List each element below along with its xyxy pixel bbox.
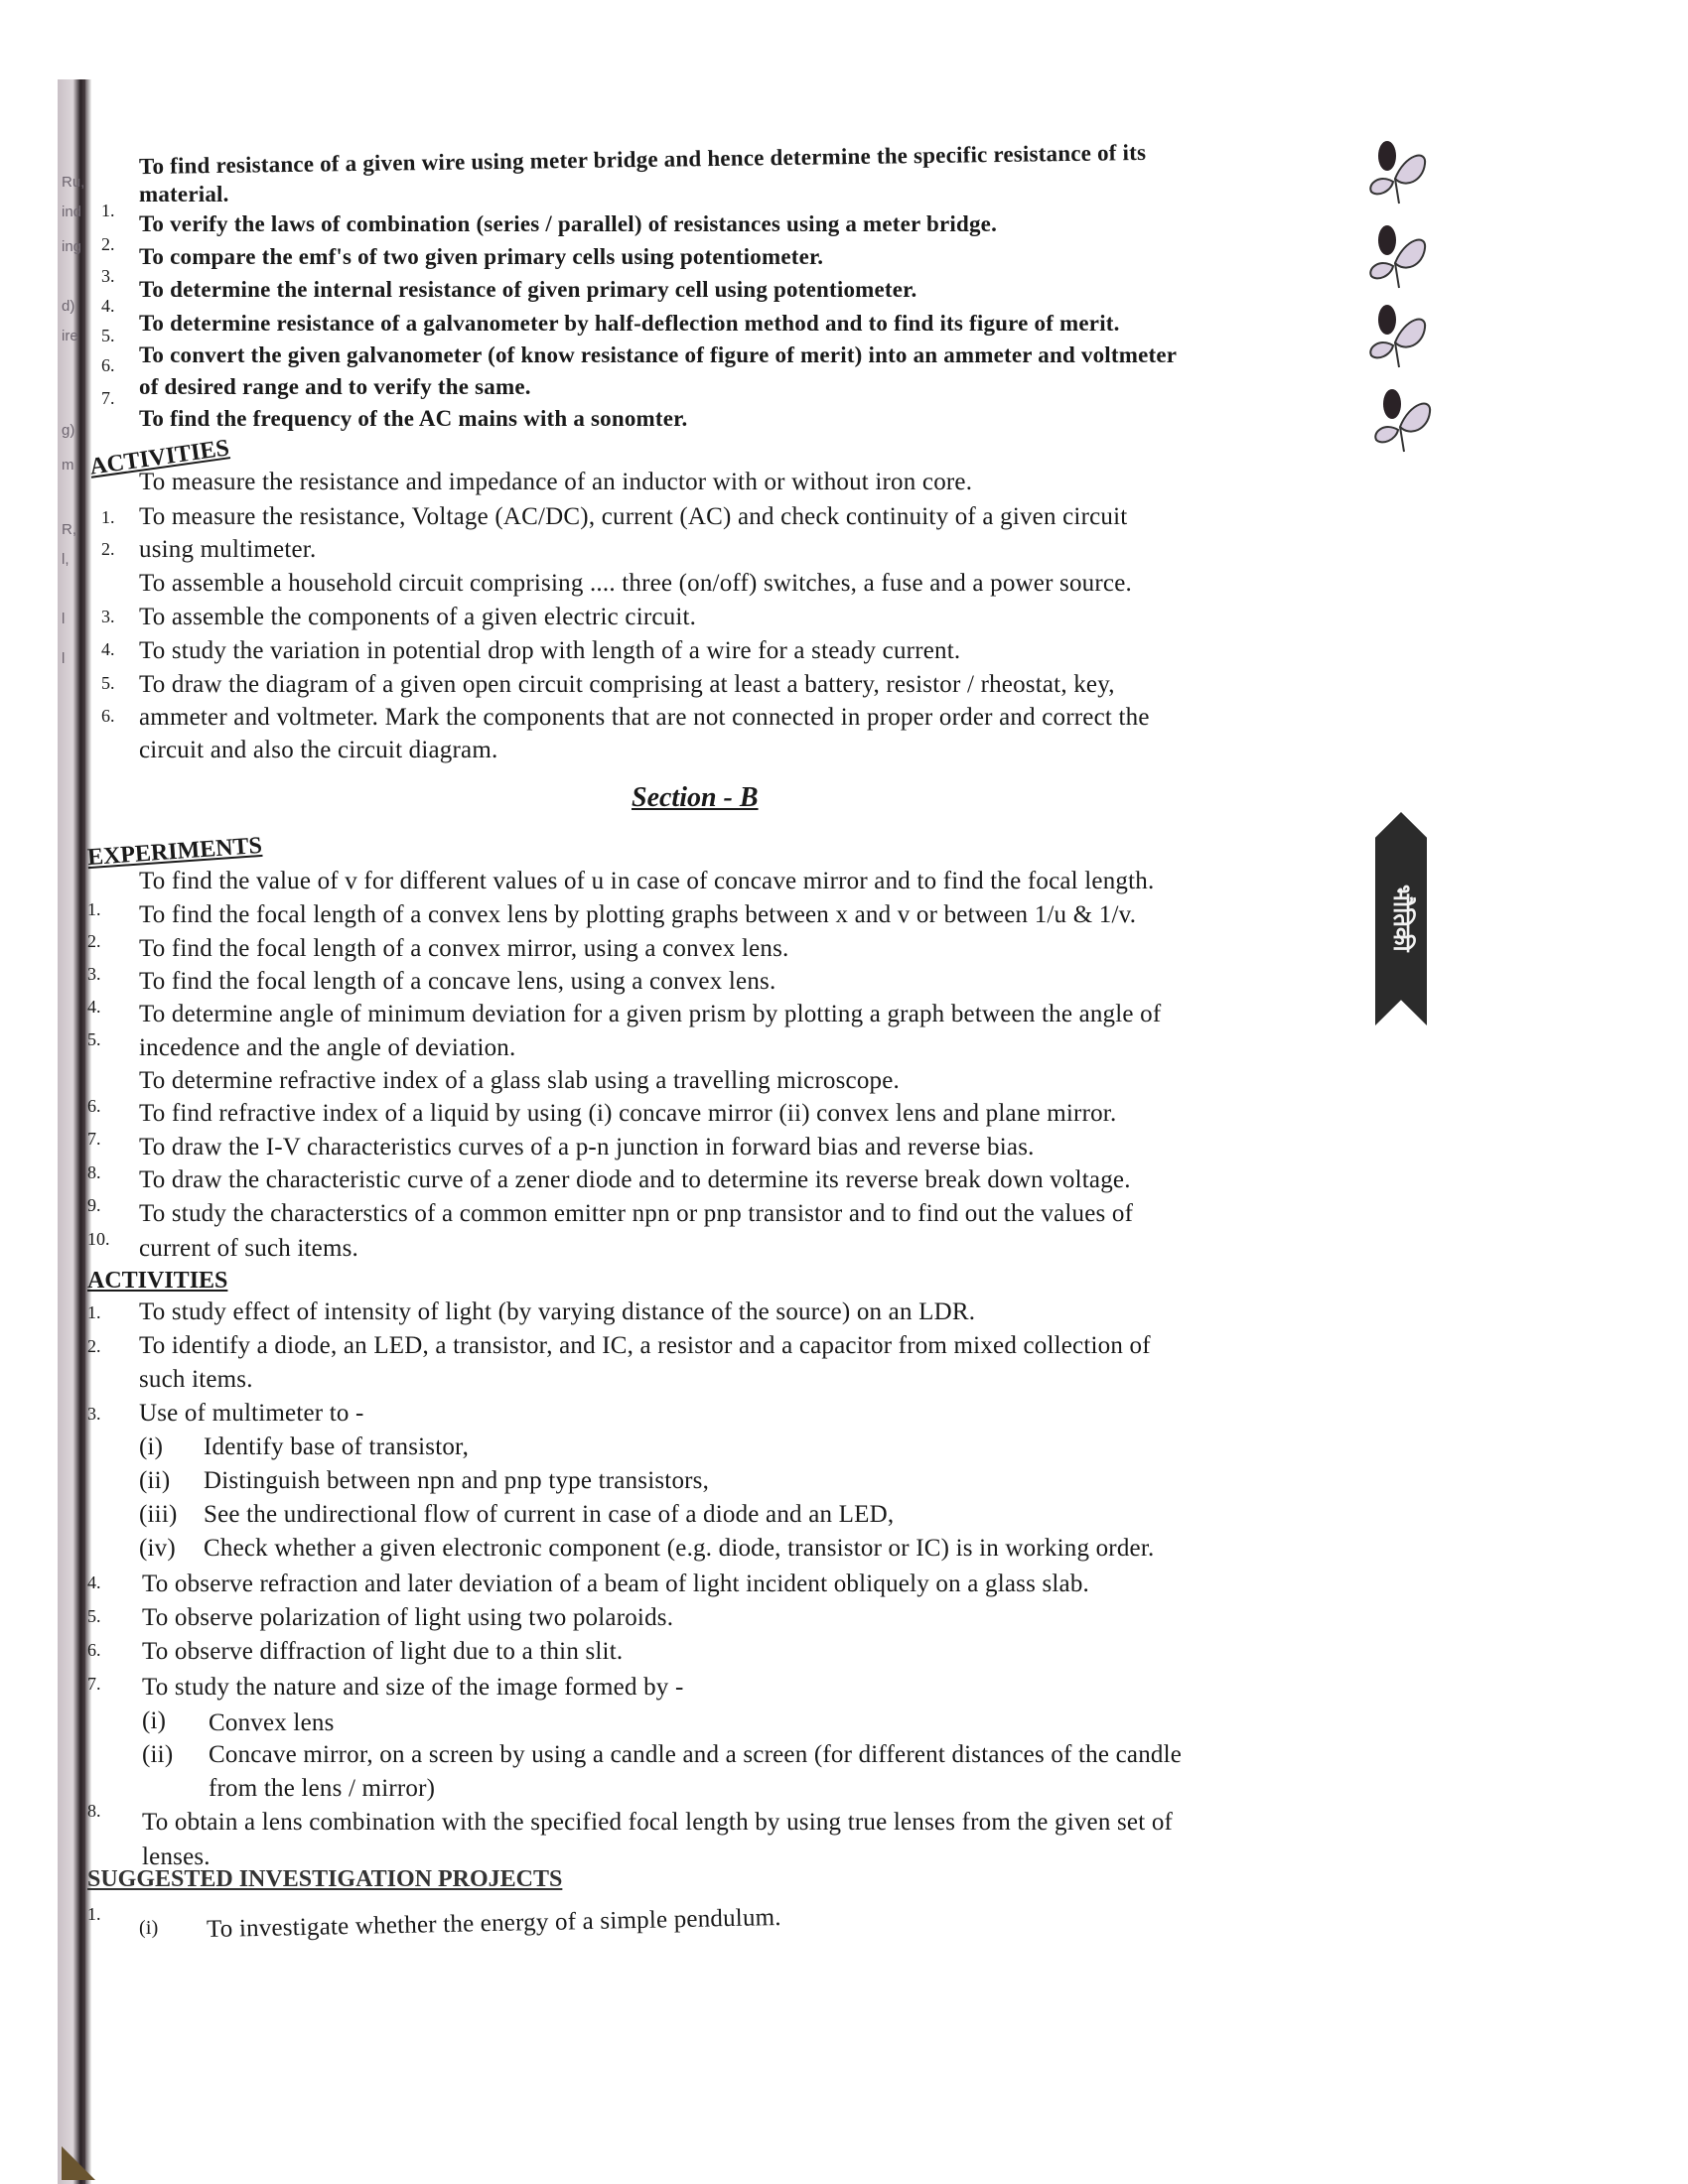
item-number: 9.	[87, 1195, 101, 1215]
item-number: 5.	[101, 673, 115, 693]
item-number: 4.	[87, 1572, 101, 1592]
list-item-text: To study the characterstics of a common emitter npn or pnp transistor and to find out the values of	[139, 1200, 1134, 1227]
item-number: 2.	[87, 1336, 101, 1356]
item-number: 2.	[101, 234, 115, 254]
list-item-text: To obtain a lens combination with the specified focal length by using true lenses from the given set of	[142, 1809, 1174, 1836]
item-number: 6.	[87, 1096, 101, 1116]
margin-bleed-text: l,	[62, 551, 70, 568]
list-item-text: To measure the resistance and impedance of an inductor with or without iron core.	[139, 469, 973, 495]
margin-bleed-text: m	[62, 457, 74, 474]
list-item-text: To observe polarization of light using two polaroids.	[142, 1604, 674, 1631]
section-title: Section - B	[632, 782, 759, 813]
item-number: 7.	[87, 1674, 101, 1694]
experiments-heading: EXPERIMENTS	[86, 832, 263, 872]
item-number: 6.	[101, 355, 115, 375]
projects-heading: SUGGESTED INVESTIGATION PROJECTS	[87, 1866, 563, 1892]
sub-item-label: (i)	[139, 1433, 164, 1460]
item-number: 2.	[87, 931, 101, 951]
sub-item-text: Concave mirror, on a screen by using a candle and a screen (for different distances of the candle	[209, 1741, 1183, 1768]
list-item-text: To find the value of v for different values of u in case of concave mirror and to find the focal length.	[139, 868, 1155, 894]
item-number: 4.	[101, 639, 115, 659]
item-number: 3.	[101, 266, 115, 286]
activities-heading: ACTIVITIES	[87, 435, 231, 480]
list-item-text: lenses.	[142, 1843, 211, 1870]
list-item-text: To find the focal length of a convex lens by plotting graphs between x and v or between 1/u & 1/v.	[139, 901, 1137, 928]
activities-heading: ACTIVITIES	[87, 1268, 228, 1294]
list-item-text: To study effect of intensity of light (by varying distance of the source) on an LDR.	[139, 1298, 976, 1325]
leaf-ornament-icon	[1370, 382, 1442, 462]
list-item-text: ammeter and voltmeter. Mark the components that are not connected in proper order and correct the	[139, 704, 1150, 731]
margin-bleed-text: g)	[62, 422, 75, 439]
page-binding-edge	[58, 79, 85, 2184]
item-number: 8.	[87, 1162, 101, 1182]
item-number: 6.	[87, 1640, 101, 1660]
list-item-text: To compare the emf's of two given primary cells using potentiometer.	[139, 244, 824, 269]
sub-item-continuation: from the lens / mirror)	[209, 1775, 436, 1802]
list-item-text: such items.	[139, 1366, 253, 1393]
sub-item-label: (ii)	[142, 1741, 174, 1768]
margin-bleed-text: R,	[62, 521, 76, 538]
page-corner-fold	[62, 2146, 95, 2180]
item-number: 5.	[87, 1029, 101, 1049]
list-item-text: To determine refractive index of a glass slab using a travelling microscope.	[139, 1067, 900, 1094]
sub-item-label: (ii)	[139, 1467, 171, 1494]
sub-item-text: See the undirectional flow of current in case of a diode and an LED,	[204, 1501, 895, 1528]
list-item-text: To determine the internal resistance of given primary cell using potentiometer.	[139, 277, 917, 302]
list-item-text: To draw the diagram of a given open circuit comprising at least a battery, resistor / rheostat, key,	[139, 671, 1115, 698]
margin-bleed-text: ire	[62, 328, 78, 344]
leaf-ornament-icon	[1365, 218, 1437, 298]
list-item-text: To find the focal length of a convex mirror, using a convex lens.	[139, 935, 789, 962]
margin-bleed-text: ind	[62, 204, 82, 220]
list-item-text: To determine resistance of a galvanometer by half-deflection method and to find its figure of merit.	[139, 311, 1120, 336]
item-number: 5.	[101, 326, 115, 345]
list-item-text: To observe diffraction of light due to a thin slit.	[142, 1638, 624, 1665]
sub-item-label: (i)	[142, 1707, 167, 1734]
list-item-text: current of such items.	[139, 1235, 359, 1262]
margin-bleed-text: ing	[62, 238, 82, 255]
item-number: 1.	[87, 1302, 101, 1322]
item-number: 3.	[101, 607, 115, 626]
list-item-text: To identify a diode, an LED, a transistor, and IC, a resistor and a capacitor from mixed collection of	[139, 1332, 1151, 1359]
item-number: 7.	[101, 388, 115, 408]
list-item-text: To find the focal length of a concave lens, using a convex lens.	[139, 968, 776, 995]
sub-item-label: (iii)	[139, 1501, 178, 1528]
item-number: 1.	[101, 201, 115, 220]
list-item-text: To assemble a household circuit comprising .... three (on/off) switches, a fuse and a power source.	[139, 570, 1132, 597]
item-number: 4.	[101, 296, 115, 316]
item-number: 4.	[87, 997, 101, 1017]
sub-item-label: (iv)	[139, 1535, 176, 1562]
list-item-text: To assemble the components of a given electric circuit.	[139, 604, 697, 630]
list-item-text: using multimeter.	[139, 536, 317, 563]
item-number: 3.	[87, 964, 101, 984]
list-item-text: of desired range and to verify the same.	[139, 374, 531, 399]
sub-item-text: Check whether a given electronic component (e.g. diode, transistor or IC) is in working order.	[204, 1535, 1155, 1562]
item-number: 3.	[87, 1404, 101, 1424]
sub-item-text: Convex lens	[209, 1709, 335, 1736]
item-number: 7.	[87, 1129, 101, 1149]
list-item-text: To study the nature and size of the image formed by -	[142, 1674, 684, 1701]
list-item-text: To find refractive index of a liquid by using (i) concave mirror (ii) convex lens and plane mirror.	[139, 1100, 1117, 1127]
list-item-text: circuit and also the circuit diagram.	[139, 737, 498, 763]
list-item-text: To measure the resistance, Voltage (AC/DC), current (AC) and check continuity of a given circuit	[139, 503, 1128, 530]
list-item-text: To find resistance of a given wire using meter bridge and hence determine the specific resistance of its	[138, 139, 1147, 180]
list-item-text: To find the frequency of the AC mains with a sonomter.	[139, 406, 688, 431]
margin-bleed-text: d)	[62, 298, 75, 315]
item-number: 1.	[87, 1904, 101, 1924]
sub-item-text: Identify base of transistor,	[204, 1433, 470, 1460]
margin-bleed-text: l	[62, 611, 66, 627]
sub-item-text: To investigate whether the energy of a simple pendulum.	[206, 1903, 781, 1944]
margin-bleed-text: l	[62, 650, 66, 667]
list-item-text: material.	[139, 182, 229, 206]
item-number: 1.	[101, 507, 115, 527]
list-item-text: To draw the I-V characteristics curves of a p-n junction in forward bias and reverse bias.	[139, 1134, 1035, 1160]
item-number: 5.	[87, 1606, 101, 1626]
item-number: 1.	[87, 899, 101, 919]
item-number: 2.	[101, 539, 115, 559]
item-number: 10.	[87, 1229, 110, 1249]
list-item-text: Use of multimeter to -	[139, 1400, 364, 1427]
list-item-text: To study the variation in potential drop with length of a wire for a steady current.	[139, 637, 961, 664]
list-item-text: To determine angle of minimum deviation for a given prism by plotting a graph between the angle of	[139, 1001, 1162, 1027]
margin-bleed-text: Ru,	[62, 174, 85, 191]
leaf-ornament-icon	[1365, 134, 1437, 213]
sub-item-label: (i)	[139, 1917, 159, 1939]
list-item-text: To convert the given galvanometer (of know resistance of figure of merit) into an ammeter and voltmeter	[139, 342, 1178, 367]
leaf-ornament-icon	[1365, 298, 1437, 377]
ribbon-label: भौतिकी	[1388, 885, 1416, 952]
list-item-text: To verify the laws of combination (series / parallel) of resistances using a meter bridge.	[139, 211, 998, 236]
item-number: 6.	[101, 706, 115, 726]
sub-item-text: Distinguish between npn and pnp type transistors,	[204, 1467, 710, 1494]
item-number: 8.	[87, 1801, 101, 1821]
list-item-text: incedence and the angle of deviation.	[139, 1034, 516, 1061]
list-item-text: To observe refraction and later deviation of a beam of light incident obliquely on a glass slab.	[142, 1570, 1089, 1597]
list-item-text: To draw the characteristic curve of a zener diode and to determine its reverse break down voltage.	[139, 1166, 1131, 1193]
